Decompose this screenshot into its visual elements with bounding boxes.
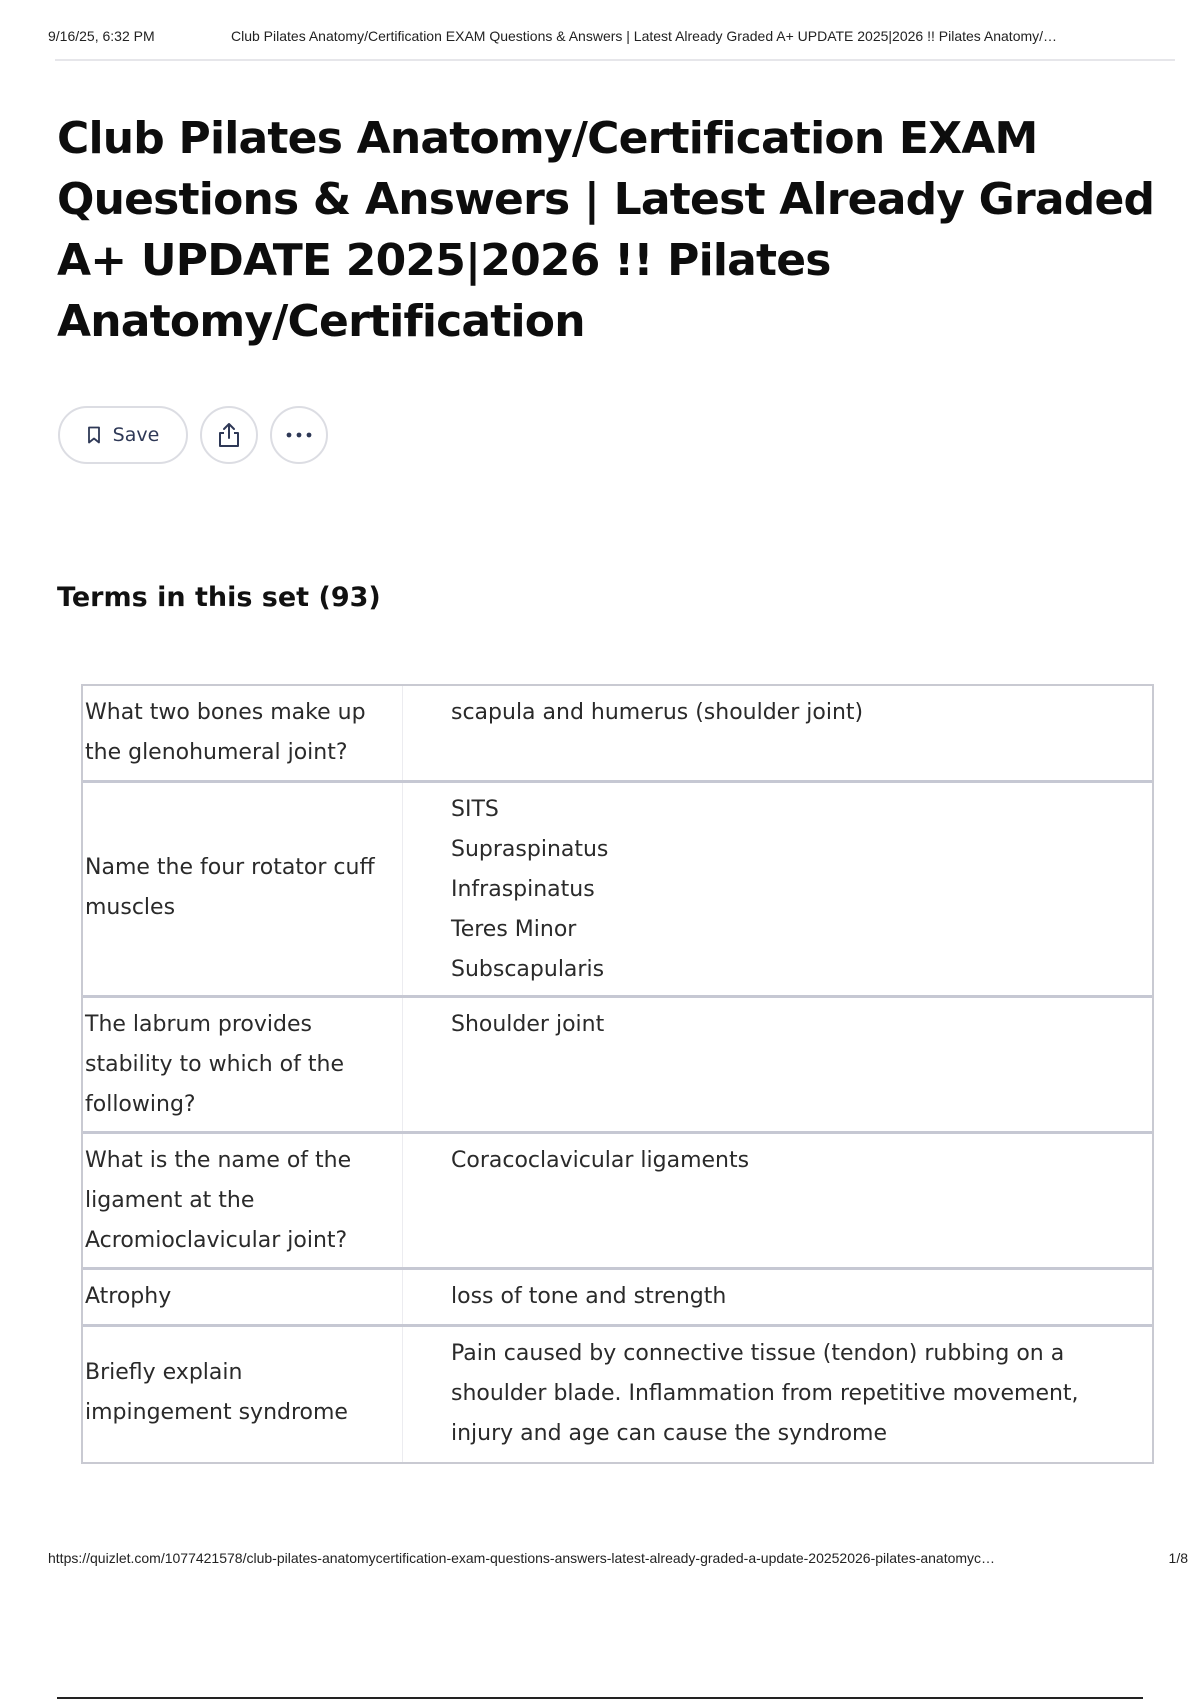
- definition-line: Pain caused by connective tissue (tendon) rubbing on a shoulder blade. Inflammation from repetitive movement, injury and age can cause the syndrome: [451, 1341, 1079, 1446]
- term-text: Atrophy: [83, 1270, 403, 1324]
- definition-line: Infraspinatus: [451, 877, 595, 902]
- definition-line: Coracoclavicular ligaments: [451, 1148, 750, 1173]
- definition-text: [403, 998, 1152, 1131]
- term-text: The labrum provides stability to which of the following?: [83, 998, 403, 1131]
- term-text: Briefly explain impingement syndrome: [83, 1327, 403, 1462]
- definition-text: [403, 1134, 1152, 1267]
- more-button[interactable]: [270, 406, 328, 464]
- term-row: [83, 686, 1152, 783]
- header-divider: [55, 59, 1175, 61]
- definition-line: SITS: [451, 797, 499, 822]
- definition-line: Subscapularis: [451, 957, 605, 982]
- definition-text: [403, 1327, 1152, 1462]
- term-row: [83, 1134, 1152, 1270]
- definition-line: loss of tone and strength: [451, 1284, 727, 1309]
- print-document-title: Club Pilates Anatomy/Certification EXAM Questions & Answers | Latest Already Graded A+ UPDATE 2025|2026 !! Pilates Anatomy/…: [231, 28, 1058, 44]
- term-text: Name the four rotator cuff muscles: [83, 783, 403, 995]
- terms-table: [81, 684, 1154, 1464]
- definition-line: scapula and humerus (shoulder joint): [451, 700, 864, 725]
- term-text: What is the name of the ligament at the Acromioclavicular joint?: [83, 1134, 403, 1267]
- share-button[interactable]: [200, 406, 258, 464]
- page-bottom-rule: [57, 1697, 1143, 1699]
- print-header: [48, 28, 1178, 44]
- action-bar: [58, 406, 328, 464]
- definition-line: Supraspinatus: [451, 837, 609, 862]
- term-text: What two bones make up the glenohumeral joint?: [83, 686, 403, 780]
- print-date: 9/16/25, 6:32 PM: [48, 28, 155, 44]
- print-footer: [48, 1550, 1188, 1566]
- term-row: [83, 783, 1152, 998]
- definition-line: Teres Minor: [451, 917, 577, 942]
- terms-heading: Terms in this set (93): [57, 582, 381, 613]
- page-title: Club Pilates Anatomy/Certification EXAM Questions & Answers | Latest Already Graded A+ UPDATE 2025|2026 !! Pilates Anatomy/Certification: [57, 113, 1155, 347]
- term-row: [83, 1270, 1152, 1327]
- bookmark-icon: [87, 426, 101, 444]
- page-url: https://quizlet.com/1077421578/club-pilates-anatomycertification-exam-questions-answers-latest-already-graded-a-update-20252026-pilates-anatomyc…: [48, 1550, 996, 1566]
- more-icon: [286, 432, 312, 438]
- definition-text: [403, 783, 1152, 995]
- term-row: [83, 998, 1152, 1134]
- definition-text: [403, 686, 1152, 780]
- definition-text: [403, 1270, 1152, 1324]
- save-label: Save: [112, 424, 160, 446]
- save-button[interactable]: [58, 406, 188, 464]
- page-number: 1/8: [1168, 1550, 1188, 1566]
- term-row: [83, 1327, 1152, 1462]
- share-icon: [217, 422, 241, 448]
- definition-line: Shoulder joint: [451, 1012, 605, 1037]
